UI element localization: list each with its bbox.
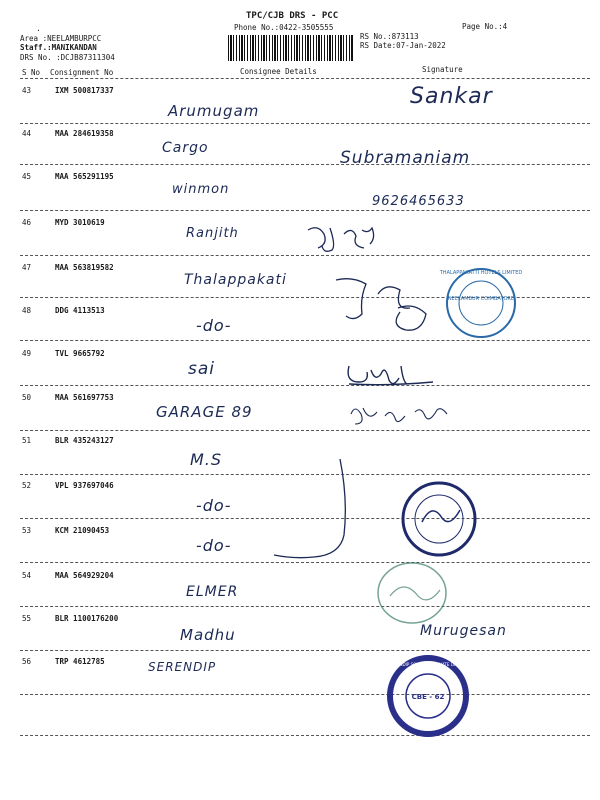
consignee-name: -do- xyxy=(196,496,232,515)
round-stamp-faded xyxy=(372,558,452,628)
row-consignment: BLR 1100176200 xyxy=(55,614,119,623)
consignee-name: Thalappakati xyxy=(184,272,287,288)
signature-scribble-ranjith xyxy=(300,220,400,260)
row-sno: 46 xyxy=(22,218,32,227)
consignee-name: winmon xyxy=(172,182,230,197)
stamp-ring-text: SERENDIP SOURCING PRIVATE LIMITED xyxy=(389,662,467,667)
row-divider xyxy=(20,650,590,651)
page-number: Page No.:4 xyxy=(462,22,508,31)
signature-scribble-thalappakatti xyxy=(330,272,440,342)
row-sno: 50 xyxy=(22,393,32,402)
row-sno: 43 xyxy=(22,86,32,95)
row-consignment: MAA 561697753 xyxy=(55,393,114,402)
signature-scribble-ms xyxy=(270,455,360,565)
area-label: Area :NEELAMBURPCC xyxy=(20,34,102,43)
stamp-ring-text: THALAPPAKATTI HOTELS LIMITED xyxy=(439,270,523,276)
signature: Sankar xyxy=(410,84,493,109)
staff-label: Staff.:MANIKANDAN xyxy=(20,43,97,52)
row-consignment: IXM 500817337 xyxy=(55,86,114,95)
consignee-name: -do- xyxy=(196,536,232,555)
row-consignment: MAA 564929204 xyxy=(55,571,114,580)
row-sno: 47 xyxy=(22,263,32,272)
consignee-name: sai xyxy=(188,359,215,379)
signature-scribble-sai xyxy=(345,360,435,390)
column-sno: S No xyxy=(22,68,41,77)
row-consignment: MYD 3010619 xyxy=(55,218,105,227)
row-consignment: BLR 435243127 xyxy=(55,436,114,445)
row-consignment: VPL 937697046 xyxy=(55,481,114,490)
row-divider xyxy=(20,606,590,607)
consignee-name: Cargo xyxy=(162,140,209,156)
column-consignee: Consignee Details xyxy=(240,67,317,76)
document-title: TPC/CJB DRS - PCC xyxy=(246,11,339,21)
row-sno: 49 xyxy=(22,349,32,358)
row-divider xyxy=(20,694,590,695)
row-sno: 52 xyxy=(22,481,32,490)
bottom-divider xyxy=(20,735,590,736)
row-sno: 55 xyxy=(22,614,32,623)
consignee-name: M.S xyxy=(190,450,223,469)
barcode xyxy=(228,35,354,61)
row-consignment: MAA 565291195 xyxy=(55,172,114,181)
drs-number: DRS No. :DCJB87311304 xyxy=(20,53,115,62)
row-consignment: MAA 284619358 xyxy=(55,129,114,138)
consignee-name: SERENDIP xyxy=(148,660,217,674)
row-consignment: MAA 563819582 xyxy=(55,263,114,272)
rs-date: RS Date:07-Jan-2022 xyxy=(360,41,446,50)
stamp-center-text: NEELAMBUR COIMBATORE xyxy=(447,296,515,302)
consignee-name: GARAGE 89 xyxy=(156,403,253,421)
stamp-code: CBE - 62 xyxy=(411,693,445,701)
mark-icon: · xyxy=(36,26,41,35)
row-consignment: KCM 21090453 xyxy=(55,526,110,535)
row-sno: 51 xyxy=(22,436,32,445)
row-sno: 44 xyxy=(22,129,32,138)
row-divider xyxy=(20,164,590,165)
row-divider xyxy=(20,210,590,211)
row-divider xyxy=(20,430,590,431)
row-consignment: TVL 9665792 xyxy=(55,349,105,358)
rs-number: RS No.:873113 xyxy=(360,32,419,41)
row-consignment: DDG 4113513 xyxy=(55,306,105,315)
signature: 9626465633 xyxy=(372,194,465,209)
row-divider xyxy=(20,385,590,386)
signature-scribble-garage xyxy=(345,402,455,432)
row-sno: 53 xyxy=(22,526,32,535)
column-consignment: Consignment No xyxy=(50,68,114,77)
consignee-name: -do- xyxy=(196,316,232,335)
row-sno: 56 xyxy=(22,657,32,666)
header-divider xyxy=(20,78,590,79)
signature: Subramaniam xyxy=(340,148,471,168)
consignee-name: ELMER xyxy=(186,584,239,600)
row-consignment: TRP 4612785 xyxy=(55,657,105,666)
phone-number: Phone No.:0422-3505555 xyxy=(234,23,334,32)
row-sno: 54 xyxy=(22,571,32,580)
row-sno: 48 xyxy=(22,306,32,315)
consignee-name: Arumugam xyxy=(168,102,260,120)
round-stamp-dark xyxy=(398,478,480,560)
row-divider xyxy=(20,123,590,124)
consignee-name: Madhu xyxy=(180,626,236,644)
row-sno: 45 xyxy=(22,172,32,181)
thalappakatti-stamp xyxy=(439,266,523,340)
serendip-stamp xyxy=(386,654,470,738)
row-divider xyxy=(20,340,590,341)
signature: Murugesan xyxy=(420,623,507,639)
consignee-name: Ranjith xyxy=(186,226,239,241)
column-signature: Signature xyxy=(422,65,463,74)
